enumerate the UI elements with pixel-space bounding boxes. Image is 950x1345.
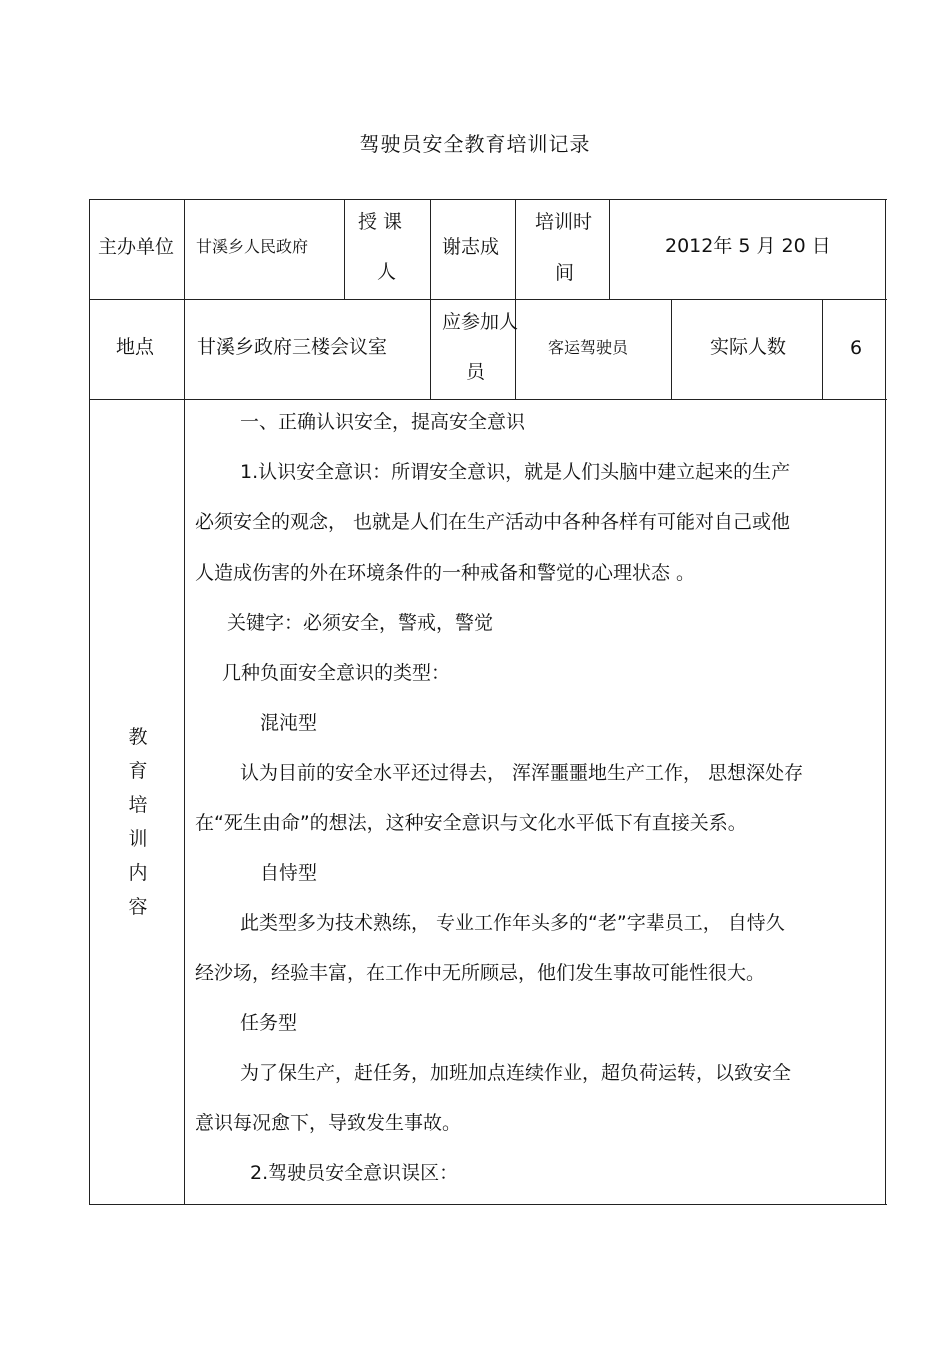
content-type-name: 任务型 — [240, 1012, 298, 1034]
row1-divider-d — [609, 199, 610, 299]
content-paragraph-line: 认为目前的安全水平还过得去， 浑浑噩噩地生产工作， 思想深处存 — [240, 762, 804, 784]
row2-divider-d — [822, 299, 823, 399]
lecturer-label-line1: 授 课 — [358, 211, 403, 233]
content-paragraph-line: 意识每况愈下，导致发生事故。 — [195, 1112, 462, 1134]
time-value: 2012年 5 月 20 日 — [665, 235, 831, 257]
table-row-divider-2 — [89, 399, 887, 400]
time-label-line2: 间 — [555, 262, 575, 284]
table-border-bottom — [89, 1204, 887, 1205]
content-type-name: 自恃型 — [260, 862, 318, 884]
content-paragraph-line: 人造成伤害的外在环境条件的一种戒备和警觉的心理状态 。 — [195, 562, 696, 584]
content-label-char: 容 — [128, 896, 148, 918]
content-label — [126, 720, 150, 924]
content-paragraph-line: 经沙场，经验丰富，在工作中无所顾忌，他们发生事故可能性很大。 — [195, 962, 766, 984]
table-row-divider-1 — [89, 299, 887, 300]
table-col-divider-label — [184, 199, 185, 1205]
place-label: 地点 — [116, 336, 155, 358]
row1-divider-c — [515, 199, 516, 299]
content-label-char: 内 — [128, 862, 148, 884]
content-paragraph-line: 1.认识安全意识：所谓安全意识，就是人们头脑中建立起来的生产 — [240, 461, 791, 483]
content-paragraph-line: 必须安全的观念， 也就是人们在生产活动中各种各样有可能对自己或他 — [195, 511, 791, 533]
row1-divider-a — [344, 199, 345, 299]
attendee-label-line2: 员 — [466, 361, 486, 383]
content-label-char: 训 — [128, 828, 148, 850]
row2-divider-c — [671, 299, 672, 399]
document-title: 驾驶员安全教育培训记录 — [359, 132, 591, 156]
row2-divider-a — [430, 299, 431, 399]
host-value: 甘溪乡人民政府 — [196, 237, 309, 256]
content-heading: 一、正确认识安全，提高安全意识 — [240, 411, 526, 433]
actual-count-label: 实际人数 — [710, 336, 787, 358]
content-type-name: 混沌型 — [260, 712, 318, 734]
place-value: 甘溪乡政府三楼会议室 — [197, 336, 388, 358]
content-label-char: 教 — [128, 726, 148, 748]
attendee-value: 客运驾驶员 — [548, 338, 629, 357]
content-subheading: 2.驾驶员安全意识误区： — [250, 1162, 459, 1184]
lecturer-label-line2: 人 — [377, 261, 397, 283]
host-label: 主办单位 — [98, 236, 175, 258]
content-paragraph-line: 此类型多为技术熟练， 专业工作年头多的“老”字辈员工， 自恃久 — [240, 912, 785, 934]
content-subheading: 几种负面安全意识的类型： — [222, 662, 451, 684]
lecturer-value: 谢志成 — [442, 236, 500, 258]
table-border-top — [89, 199, 887, 200]
content-paragraph-line: 为了保生产，赶任务，加班加点连续作业，超负荷运转，以致安全 — [240, 1062, 792, 1084]
content-label-char: 培 — [128, 794, 148, 816]
content-paragraph-line: 在“死生由命”的想法，这种安全意识与文化水平低下有直接关系。 — [195, 812, 747, 834]
content-keywords: 关键字：必须安全，警戒，警觉 — [227, 612, 494, 634]
time-label-line1: 培训时 — [535, 211, 593, 233]
row1-divider-b — [430, 199, 431, 299]
attendee-label-line1: 应参加人 — [442, 311, 519, 333]
content-label-char: 育 — [128, 760, 148, 782]
actual-count-value: 6 — [850, 337, 863, 359]
table-border-right — [885, 199, 886, 1205]
table-border-left — [89, 199, 90, 1205]
